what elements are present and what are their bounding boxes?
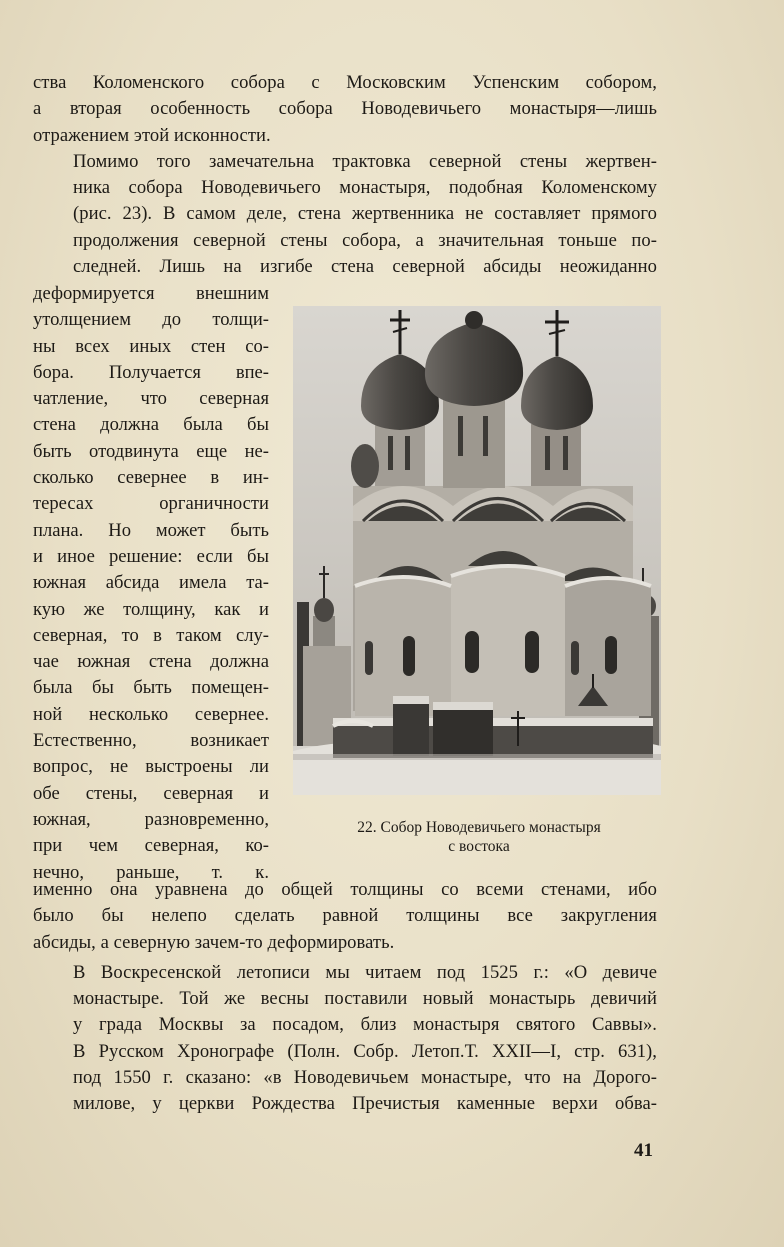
float-text-column [33,281,269,886]
text-line: быть отодвинута еще не- [33,440,269,462]
text-line: северная, то в таком слу- [33,624,269,646]
text-line: южная, разновременно, [33,808,269,830]
text-line: под 1550 г. сказано: «в Новодевичьем монастыре, что на Дорого- [73,1067,657,1089]
text-line: чае южная стена должна [33,651,269,673]
text-line: ны всех иных стен со- [33,335,269,357]
text-line: и иное решение: если бы [33,545,269,567]
text-line: сколько севернее в ин- [33,467,269,489]
text-line: Естественно, возникает [33,730,269,752]
text-line: деформируется внешним [33,283,269,304]
text-line: монастыре. Той же весны поставили новый монастырь девичий [73,988,657,1010]
text-line: тересах органичности [33,493,269,515]
text-line: чатление, что северная [33,388,269,410]
text-line: утолщением до толщи- [33,309,269,331]
bottom-text-block [33,877,657,1118]
text-line: В Русском Хронографе (Полн. Собр. Летоп.Т. XXII—I, стр. 631), [73,1040,657,1062]
text-line: В Воскресенской летописи мы читаем под 1525 г.: «О девиче [73,961,657,983]
text-line: плана. Но может быть [33,519,269,541]
caption-subtitle: с востока [448,838,510,855]
top-text-block [33,70,657,280]
text-line: продолжения северной стены собора, а значительная тоньше по- [73,229,657,251]
text-line: абсиды, а северную зачем-то деформировать. [33,931,395,953]
text-line: следней. Лишь на изгибе стена северной абсиды неожиданно [73,256,657,278]
text-line: вопрос, не выстроены ли [33,756,269,778]
text-line: было бы нелепо сделать равной толщины все закругления [33,905,657,927]
text-line: ника собора Новодевичьего монастыря, подобная Коломенскому [73,177,657,199]
text-line: отражением этой исконности. [33,124,271,146]
paragraph-continuation [33,70,657,149]
figure-caption [293,818,665,856]
text-line: (рис. 23). В самом деле, стена жертвенника не составляет прямого [73,203,657,225]
text-line: южная абсида имела та- [33,572,269,594]
page-number: 41 [634,1140,653,1161]
text-line: ства Коломенского собора с Московским Успенским собором, [33,72,657,93]
text-line: стена должна была бы [33,414,269,436]
text-line: у града Москвы за посадом, близ монастыря святого Саввы». [73,1014,657,1036]
paragraph-continuation-bottom [33,877,657,956]
paragraph-north-wall [33,149,657,280]
caption-title: 22. Собор Новодевичьего монастыря [357,819,601,836]
text-line: бора. Получается впе- [33,361,269,383]
text-line: а вторая особенность собора Новодевичьего монастыря—лишь [33,98,657,120]
text-line: кую же толщину, как и [33,598,269,620]
text-line: обе стены, северная и [33,782,269,804]
text-line: милове, у церкви Рождества Пречистыя каменные верхи обва- [73,1093,657,1115]
text-line: Помимо того замечательна трактовка северной стены жертвен- [73,150,657,172]
text-line: нечно, раньше, т. к. [33,861,269,883]
text-line: при чем северная, ко- [33,835,269,857]
paragraph-chronicle [33,960,657,1118]
text-line: именно она уравнена до общей толщины со всеми стенами, ибо [33,879,657,900]
text-line: ной несколько севернее. [33,703,269,725]
cathedral-photo [293,306,661,795]
text-line: была бы быть помещен- [33,677,269,699]
